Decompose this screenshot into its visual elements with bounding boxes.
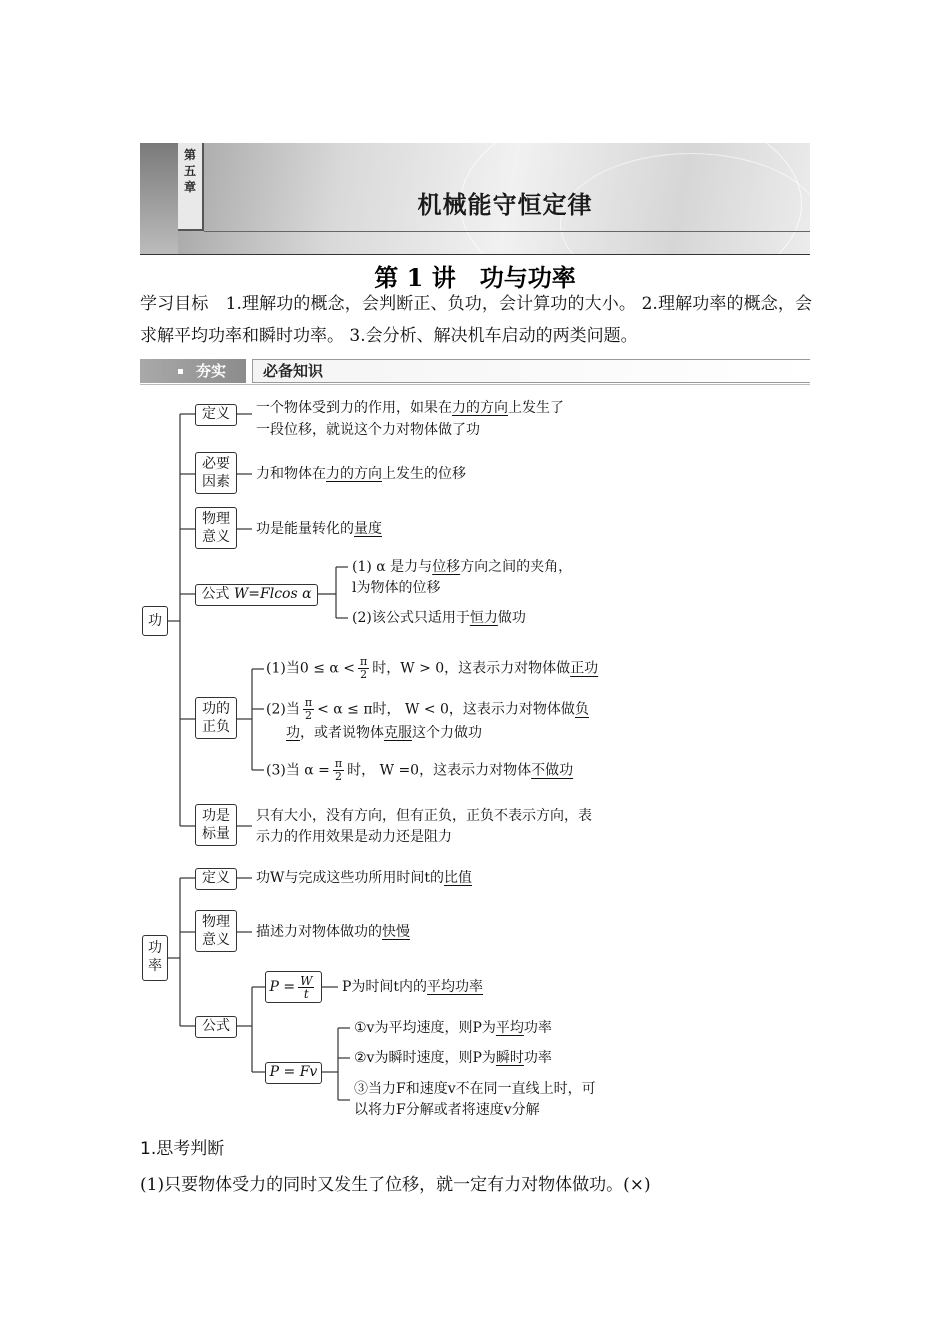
sign-case-2-line2 xyxy=(286,722,482,744)
denominator: 2 xyxy=(360,668,368,681)
fraction xyxy=(303,697,314,722)
text-part: (3)当 α = xyxy=(266,762,330,779)
denominator: t xyxy=(303,986,309,1001)
numerator: π xyxy=(334,757,343,770)
work-factors-text xyxy=(256,463,466,485)
pfv-case-3: ③当力F和速度v不在同一直线上时，可 xyxy=(354,1081,596,1097)
power-meaning-box xyxy=(195,910,237,952)
box-line: 率 xyxy=(148,958,162,974)
pfv-case-2 xyxy=(354,1047,552,1069)
text-part: 功率 xyxy=(523,1050,552,1066)
key-term: 快慢 xyxy=(382,924,410,940)
work-scalar-box xyxy=(195,804,237,846)
key-term: 功 xyxy=(286,725,300,741)
section-bar xyxy=(140,359,810,385)
text-part: 描述力对物体做功的 xyxy=(256,924,382,940)
key-term: 平均 xyxy=(495,1020,524,1036)
box-line: 功是 xyxy=(202,808,230,824)
formula-expression: W=Flcos α xyxy=(233,586,312,602)
chapter-char: 章 xyxy=(183,180,196,194)
power-root-box xyxy=(142,935,168,981)
denominator: 2 xyxy=(304,709,312,722)
box-line: 标量 xyxy=(202,826,230,842)
fraction xyxy=(333,758,344,783)
fraction xyxy=(358,656,369,681)
key-term: 负 xyxy=(574,701,589,718)
key-term: 力的方向 xyxy=(452,400,508,416)
text-part: 功率 xyxy=(523,1020,552,1036)
formula-label: 公式 xyxy=(201,586,230,602)
work-definition-box xyxy=(195,404,237,426)
work-definition-label: 定义 xyxy=(202,406,230,422)
power-formula-label: 公式 xyxy=(202,1018,230,1034)
box-line: 物理 xyxy=(202,511,230,527)
text-part: 上发生了 xyxy=(508,400,564,416)
work-scalar-text: 只有大小，没有方向，但有正负，正负不表示方向，表 xyxy=(256,808,592,824)
work-sign-box xyxy=(195,697,237,739)
fraction xyxy=(298,975,314,1000)
power-formula-box xyxy=(195,1016,237,1038)
text-part: P为时间t内的 xyxy=(342,979,428,995)
text-part: 这个力做功 xyxy=(412,725,482,741)
section-tag xyxy=(140,359,246,383)
formula-note-2 xyxy=(352,607,526,629)
banner-rule xyxy=(204,231,810,232)
key-term: 恒力 xyxy=(469,610,498,626)
text-part: ①v为平均速度，则P为 xyxy=(354,1020,496,1036)
power-definition-text xyxy=(256,867,472,889)
key-term: 位移 xyxy=(432,559,461,575)
key-term: 比值 xyxy=(444,870,473,886)
lecture-title: 第 1 讲 功与功率 xyxy=(374,263,576,292)
formula-left: P = xyxy=(269,979,296,995)
key-term: 克服 xyxy=(384,725,412,741)
power-definition-box xyxy=(195,868,237,890)
text-part: (2)当 xyxy=(266,701,300,718)
text-part: < α ≤ π时， W < 0，这表示力对物体做 xyxy=(317,701,575,718)
banner-bottom-rule xyxy=(140,254,810,255)
box-line: 正负 xyxy=(202,719,230,735)
text-part: 上发生的位移 xyxy=(382,466,466,482)
key-term: 不做功 xyxy=(531,762,574,779)
sign-case-1 xyxy=(266,656,598,681)
chapter-char: 第 xyxy=(183,148,196,162)
formula-note-1 xyxy=(352,556,572,578)
work-definition-text xyxy=(256,397,564,419)
text-part: 时， W =0，这表示力对物体 xyxy=(347,762,532,779)
pfv-case-1 xyxy=(354,1017,552,1039)
think-question-1: (1)只要物体受力的同时又发生了位移，就一定有力对物体做功。(×) xyxy=(140,1175,651,1195)
average-power-box xyxy=(265,971,322,1003)
key-term: 平均功率 xyxy=(427,979,484,995)
box-line: 功的 xyxy=(202,701,230,717)
text-part: 方向之间的夹角， xyxy=(460,559,573,575)
text-part: ②v为瞬时速度，则P为 xyxy=(354,1050,496,1066)
average-power-text xyxy=(342,976,483,998)
power-definition-label: 定义 xyxy=(202,870,230,886)
chapter-title: 机械能守恒定律 xyxy=(417,191,593,219)
pfv-case-3-line2: 以将力F分解或者将速度v分解 xyxy=(354,1102,540,1118)
work-meaning-box xyxy=(195,507,237,549)
key-term: 瞬时 xyxy=(495,1050,524,1066)
text-part: 一个物体受到力的作用，如果在 xyxy=(256,400,452,416)
denominator: 2 xyxy=(335,770,343,783)
numerator: W xyxy=(300,973,313,988)
key-term: 力的方向 xyxy=(326,466,382,482)
sign-case-3 xyxy=(266,758,573,783)
text-part: (1)当0 ≤ α < xyxy=(266,660,356,677)
power-meaning-text xyxy=(256,921,410,943)
section-heading-label: 必备知识 xyxy=(263,362,324,380)
box-line: 因素 xyxy=(202,474,230,490)
box-line: 功 xyxy=(148,940,162,956)
text-part: (1) α 是力与 xyxy=(352,559,433,575)
text-part: 功是能量转化的 xyxy=(256,521,354,537)
work-scalar-text-2: 示力的作用效果是动力还是阻力 xyxy=(256,829,452,845)
formula-pfv: P = Fv xyxy=(269,1064,318,1080)
text-part: 做功 xyxy=(497,610,526,626)
formula-note-1-line2: l为物体的位移 xyxy=(352,580,441,596)
numerator: π xyxy=(304,696,313,709)
text-part: 力和物体在 xyxy=(256,466,326,482)
square-bullet-icon xyxy=(178,369,183,374)
section-underline xyxy=(140,384,810,385)
work-formula-box xyxy=(195,584,318,606)
work-root-box xyxy=(142,606,168,636)
key-term: 量度 xyxy=(354,521,382,537)
box-line: 物理 xyxy=(202,914,230,930)
learning-goals: 学习目标 1.理解功的概念，会判断正、负功，会计算功的大小。 2.理解功率的概念，会求解平均功率和瞬时功率。 3.会分析、解决机车启动的两类问题。 xyxy=(140,294,812,346)
section-tag-label: 夯实 xyxy=(196,362,227,380)
work-definition-text-2: 一段位移，就说这个力对物体做了功 xyxy=(256,422,480,438)
chapter-banner xyxy=(140,143,810,254)
text-part: 功W与完成这些功所用时间t的 xyxy=(256,870,445,886)
box-line: 意义 xyxy=(202,932,230,948)
numerator: π xyxy=(360,655,368,668)
text-part: 时，W > 0，这表示力对物体做 xyxy=(372,660,571,677)
chapter-char: 五 xyxy=(183,164,196,178)
work-meaning-text xyxy=(256,518,382,540)
work-root-label: 功 xyxy=(148,613,162,629)
work-factors-box xyxy=(195,452,237,494)
section-heading xyxy=(252,359,810,383)
box-line: 必要 xyxy=(202,456,230,472)
sign-case-2 xyxy=(266,697,589,722)
box-line: 意义 xyxy=(202,529,230,545)
key-term: 正功 xyxy=(570,660,599,677)
instant-power-box xyxy=(265,1062,322,1084)
text-part: (2)该公式只适用于 xyxy=(352,610,470,626)
text-part: ，或者说物体 xyxy=(300,725,384,741)
think-heading: 1.思考判断 xyxy=(140,1139,225,1159)
